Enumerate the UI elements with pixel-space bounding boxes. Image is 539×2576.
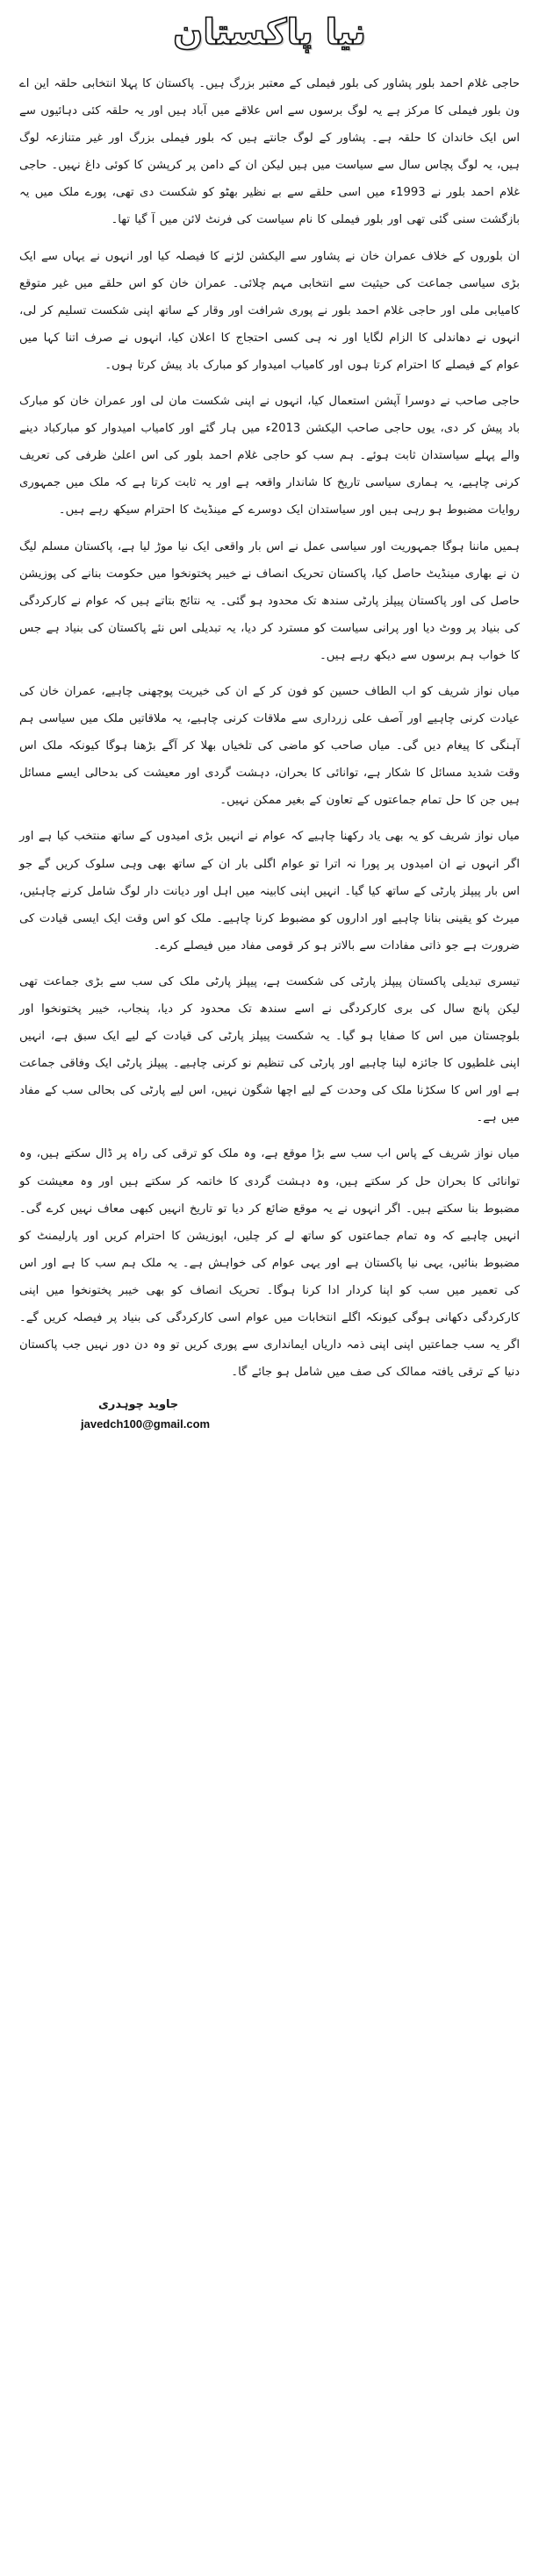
- author-email[interactable]: javedch100@gmail.com: [81, 1417, 211, 1431]
- article-paragraph: حاجی غلام احمد بلور پشاور کی بلور فیملی کے معتبر بزرگ ہیں۔ پاکستان کا پہلا انتخابی حلقہ این اے ون بلور فیملی کا مرکز ہے یہ لوگ برسوں سے اس علاقے میں آباد ہیں اور یہ حلقہ کئی دہائیوں سے اس ایک خاندان کا حلقہ ہے۔ پشاور کے لوگ جانتے ہیں کہ بلور فیملی بزرگ اور غیر متنازعہ لوگ ہیں، یہ لوگ پچاس سال سے سیاست میں ہیں لیکن ان کے دامن پر کرپشن کا کوئی داغ نہیں۔ حاجی غلام احمد بلور نے 1993ء میں اسی حلقے سے بے نظیر بھٹو کو شکست دی تھی، پورے ملک میں یہ بازگشت سنی گئی تھی اور بلور فیملی کا نام سیاست کی فرنٹ لائن میں آ گیا تھا۔: [19, 77, 520, 227]
- article-paragraph: ان بلوروں کے خلاف عمران خان نے پشاور سے الیکشن لڑنے کا فیصلہ کیا اور انہوں نے یہاں سے ایک بڑی سیاسی جماعت کی حیثیت سے انتخابی مہم چلائی۔ عمران خان کو اس حلقے میں غیر متوقع کامیابی ملی اور حاجی غلام احمد بلور نے پوری شرافت اور وقار کے ساتھ اپنی شکست تسلیم کر لی، انہوں نے دھاندلی کا الزام لگایا اور نہ ہی کسی احتجاج کا اعلان کیا، انہوں نے صرف اتنا کہا میں عوام کے فیصلے کا احترام کرتا ہوں اور کامیاب امیدوار کو مبارک باد پیش کرتا ہوں۔: [19, 249, 520, 372]
- article-body: [19, 70, 520, 1433]
- article-paragraph: حاجی صاحب نے دوسرا آپشن استعمال کیا، انہوں نے اپنی شکست مان لی اور عمران خان کو مبارک باد پیش کر دی، یوں حاجی صاحب الیکشن 2013ء میں ہار گئے اور کامیاب امیدوار کو مبارکباد دینے والے پہلے سیاستدان ثابت ہوئے۔ ہم سب کو حاجی غلام احمد بلور کی اس اعلیٰ ظرفی کی تعریف کرنی چاہیے، یہ ہماری سیاسی تاریخ کا شاندار واقعہ ہے اور یہ ثابت کرتا ہے کہ ملک میں جمہوری روایات مضبوط ہو رہی ہیں اور سیاستدان ایک دوسرے کے مینڈیٹ کا احترام سیکھ رہے ہیں۔: [19, 395, 520, 517]
- article-paragraph: میاں نواز شریف کے پاس اب سب سے بڑا موقع ہے، وہ ملک کو ترقی کی راہ پر ڈال سکتے ہیں، وہ توانائی کا بحران حل کر سکتے ہیں، وہ دہشت گردی کا خاتمہ کر سکتے ہیں اور وہ معیشت کو مضبوط بنا سکتے ہیں۔ اگر انہوں نے یہ موقع ضائع کر دیا تو تاریخ انہیں کبھی معاف نہیں کرے گی۔ انہیں چاہیے کہ وہ تمام جماعتوں کو ساتھ لے کر چلیں، اپوزیشن کا احترام کریں اور پارلیمنٹ کو مضبوط بنائیں، یہی نیا پاکستان ہے اور یہی عوام کی خواہش ہے۔ یہ ملک ہم سب کا ہے اور اس کی تعمیر میں سب کو اپنا کردار ادا کرنا ہوگا۔ تحریک انصاف کو بھی خیبر پختونخوا میں اپنی کارکردگی دکھانی ہوگی کیونکہ اگلے انتخابات میں عوام اسی کارکردگی کی بنیاد پر فیصلہ کریں گے۔ اگر یہ سب جماعتیں اپنی اپنی ذمہ داریاں ایمانداری سے پوری کریں تو وہ دن دور نہیں جب پاکستان دنیا کے ترقی یافتہ ممالک کی صف میں شامل ہو جائے گا۔: [19, 1147, 520, 1380]
- headline: نیا پاکستان: [173, 12, 366, 53]
- article-paragraph: ہمیں ماننا ہوگا جمہوریت اور سیاسی عمل نے اس بار واقعی ایک نیا موڑ لیا ہے، پاکستان مسلم لیگ ن نے بھاری مینڈیٹ حاصل کیا، پاکستان تحریک انصاف نے خیبر پختونخوا میں حکومت بنانے کی پوزیشن حاصل کی اور پاکستان پیپلز پارٹی سندھ تک محدود ہو گئی۔ یہ نتائج بتاتے ہیں کہ عوام نے کارکردگی کی بنیاد پر ووٹ دیا اور پرانی سیاست کو مسترد کر دیا، یہ تبدیلی اس نئے پاکستان کی بنیاد ہے جس کا خواب ہم برسوں سے دیکھ رہے ہیں۔: [19, 539, 520, 662]
- article-paragraph: میاں نواز شریف کو اب الطاف حسین کو فون کر کے ان کی خیریت پوچھنی چاہیے، عمران خان کی عیادت کرنی چاہیے اور آصف علی زرداری سے ملاقات کرنی چاہیے، یہ ملاقاتیں ملک میں سیاسی ہم آہنگی کا پیغام دیں گی۔ میاں صاحب کو ماضی کی تلخیاں بھلا کر آگے بڑھنا ہوگا کیونکہ ملک اس وقت شدید مسائل کا شکار ہے، توانائی کا بحران، دہشت گردی اور معیشت کی بدحالی ایسے مسائل ہیں جن کا حل تمام جماعتوں کے تعاون کے بغیر ممکن نہیں۔: [19, 684, 520, 808]
- byline: [19, 1395, 520, 1433]
- article-paragraph: میاں نواز شریف کو یہ بھی یاد رکھنا چاہیے کہ عوام نے انہیں بڑی امیدوں کے ساتھ منتخب کیا ہے اور اگر انہوں نے ان امیدوں پر پورا نہ اترا تو عوام اگلی بار ان کے ساتھ بھی وہی سلوک کریں گے جو اس بار پیپلز پارٹی کے ساتھ کیا گیا۔ انہیں اپنی کابینہ میں اہل اور دیانت دار لوگ شامل کرنے چاہئیں، میرٹ کو یقینی بنانا چاہیے اور اداروں کو مضبوط کرنا چاہیے۔ ملک کو اس وقت ایک ایسی قیادت کی ضرورت ہے جو ذاتی مفادات سے بالاتر ہو کر قومی مفاد میں فیصلے کرے۔: [19, 830, 520, 953]
- headline-area: [19, 5, 520, 60]
- author-name: جاوید چوہدری: [98, 1398, 179, 1412]
- article-paragraph: تیسری تبدیلی پاکستان پیپلز پارٹی کی شکست ہے، پیپلز پارٹی ملک کی سب سے بڑی جماعت تھی لیکن پانچ سال کی بری کارکردگی نے اسے سندھ تک محدود کر دیا، پنجاب، خیبر پختونخوا اور بلوچستان میں اس کا صفایا ہو گیا۔ یہ شکست پیپلز پارٹی کی قیادت کے لیے ایک سبق ہے، انہیں اپنی غلطیوں کا جائزہ لینا چاہیے اور پارٹی کی تنظیم نو کرنی چاہیے۔ پیپلز پارٹی ایک وفاقی جماعت ہے اور اس کا سکڑنا ملک کی وحدت کے لیے اچھا شگون نہیں، اس لیے پارٹی کی بحالی سب کے مفاد میں ہے۔: [19, 974, 520, 1125]
